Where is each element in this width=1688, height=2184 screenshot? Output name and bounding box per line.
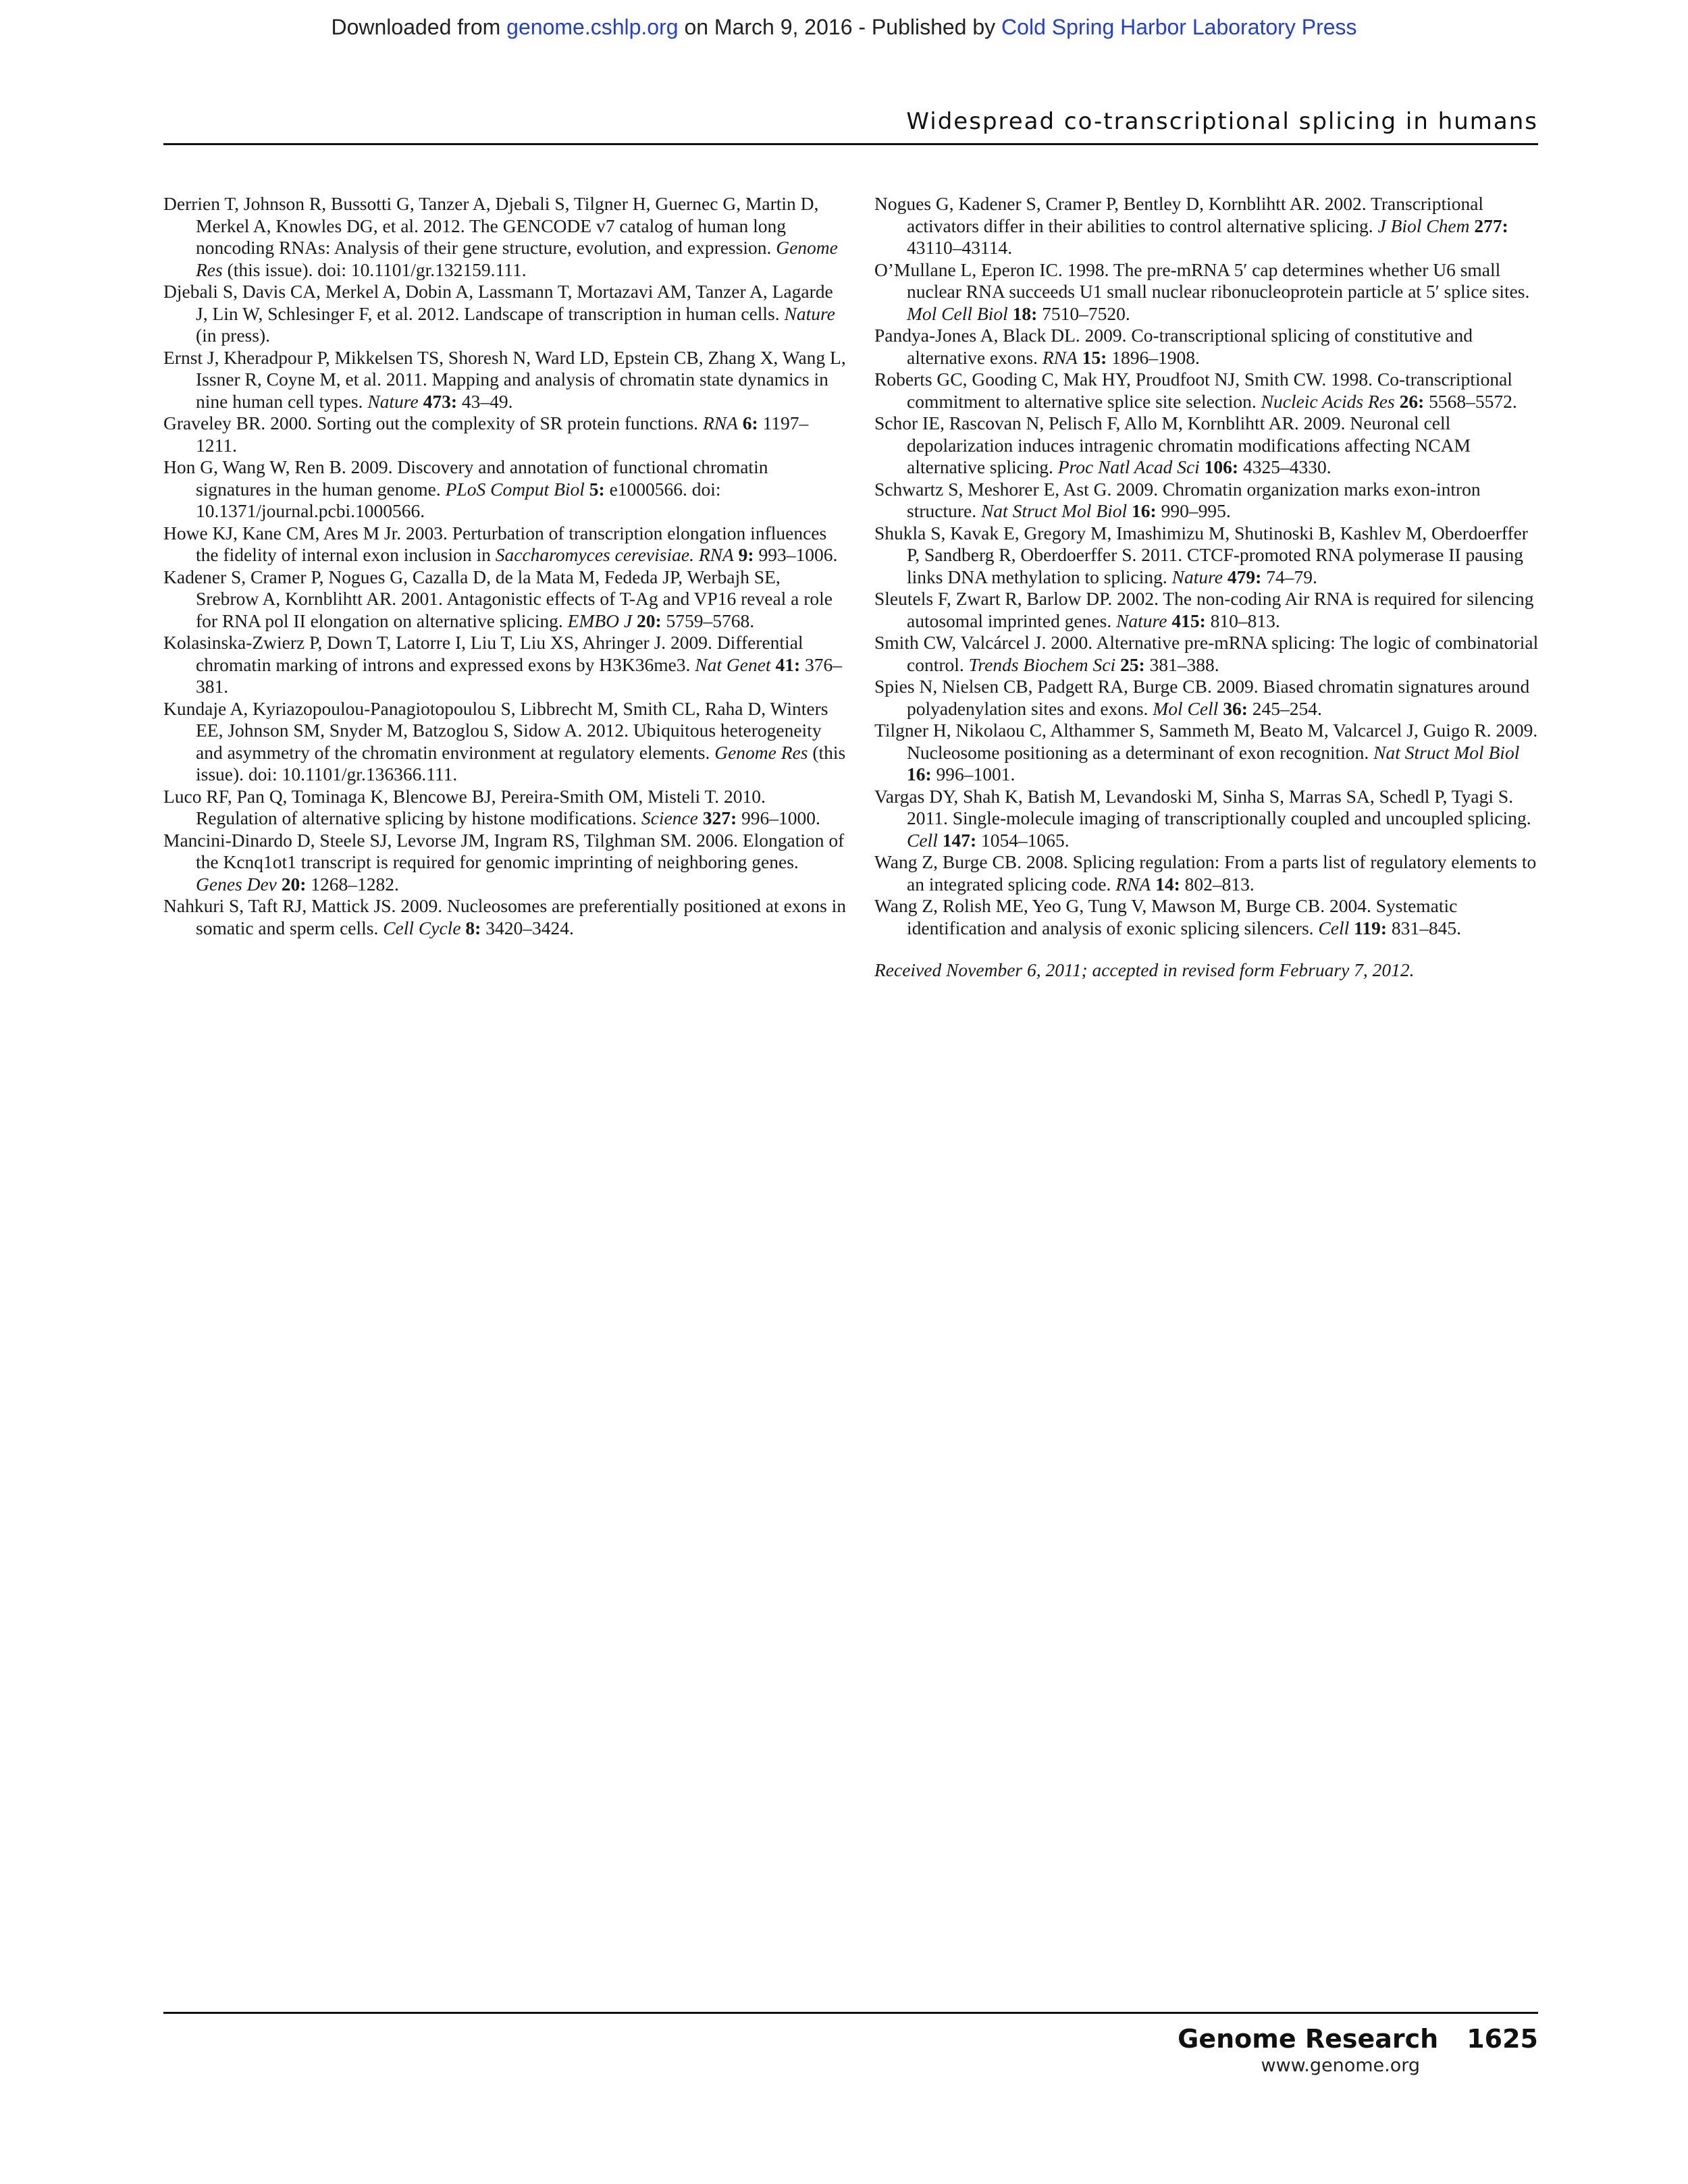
reference-text: Hon G, Wang W, Ren B. 2009. Discovery and annotation of functional chromatin signatures in the human genome.: [163, 456, 768, 500]
reference-journal: Mol Cell Biol: [907, 302, 1008, 324]
reference-volume: 41:: [775, 654, 801, 675]
reference-entry: [163, 786, 847, 830]
reference-text: Smith CW, Valcárcel J. 2000. Alternative pre-mRNA splicing: The logic of combinatorial control.: [874, 632, 1539, 675]
reference-pages: 831–845.: [1387, 917, 1462, 938]
reference-volume: 277:: [1474, 215, 1508, 236]
reference-entry: [874, 193, 1539, 259]
reference-text: Kolasinska-Zwierz P, Down T, Latorre I, Liu T, Liu XS, Ahringer J. 2009. Differential chromatin marking of introns and expressed exons by H3K36me3.: [163, 632, 803, 675]
reference-pages: 990–995.: [1156, 500, 1231, 521]
reference-journal: Cell: [907, 829, 938, 851]
reference-volume: 26:: [1399, 390, 1425, 412]
reference-volume: 147:: [942, 829, 977, 851]
reference-pages: (this issue). doi: 10.1101/gr.132159.111.: [222, 259, 527, 280]
reference-entry: [874, 676, 1539, 720]
reference-journal: Cell: [1318, 917, 1350, 938]
reference-volume: 106:: [1204, 456, 1239, 477]
reference-volume: 9:: [738, 544, 754, 565]
reference-text: Schwartz S, Meshorer E, Ast G. 2009. Chromatin organization marks exon-intron structure.: [874, 478, 1481, 521]
reference-pages: 993–1006.: [754, 544, 838, 565]
reference-entry: [163, 193, 847, 281]
footer-rule: [163, 2012, 1538, 2014]
reference-journal: Cell Cycle: [383, 917, 461, 938]
reference-volume: 473:: [423, 390, 457, 412]
references-right-column: [874, 193, 1539, 982]
reference-volume: 14:: [1155, 873, 1180, 895]
reference-volume: 479:: [1227, 566, 1262, 587]
reference-journal: Mol Cell: [1153, 697, 1219, 719]
reference-pages: 7510–7520.: [1037, 302, 1130, 324]
reference-pages: 74–79.: [1261, 566, 1317, 587]
reference-volume: 16:: [1132, 500, 1157, 521]
reference-journal: Genome Res: [714, 741, 808, 763]
reference-pages: 1054–1065.: [976, 829, 1070, 851]
reference-volume: 20:: [636, 610, 662, 631]
reference-entry: [874, 720, 1539, 786]
publisher-link[interactable]: Cold Spring Harbor Laboratory Press: [1001, 15, 1357, 39]
reference-entry: [163, 566, 847, 633]
reference-journal: Nat Genet: [695, 654, 771, 675]
reference-pages: 381–388.: [1144, 654, 1219, 675]
reference-volume: 16:: [907, 764, 932, 784]
reference-volume: 119:: [1354, 917, 1388, 938]
page-footer: [1178, 2024, 1538, 2076]
received-note: Received November 6, 2011; accepted in revised form February 7, 2012.: [874, 959, 1415, 980]
reference-text: O’Mullane L, Eperon IC. 1998. The pre-mRNA 5′ cap determines whether U6 small nuclear RNA succeeds U1 small nuclear ribonucleoprotein particle at 5′ splice sites.: [874, 259, 1530, 302]
reference-journal: Nucleic Acids Res: [1261, 390, 1395, 412]
reference-volume: 20:: [281, 873, 307, 895]
reference-journal: J Biol Chem: [1377, 215, 1470, 236]
reference-text: Kundaje A, Kyriazopoulou-Panagiotopoulou S, Libbrecht M, Smith CL, Raha D, Winters EE, Johnson SM, Snyder M, Batzoglou S, Sidow A. 2012. Ubiquitous heterogeneity and asymmetry of the chromatin environment at regulatory elements.: [163, 697, 828, 763]
reference-text: Shukla S, Kavak E, Gregory M, Imashimizu M, Shutinoski B, Kashlev M, Oberdoerffer P, Sandberg R, Oberdoerffer S. 2011. CTCF-promoted RNA polymerase II pausing links DNA methylation to splicing.: [874, 522, 1528, 587]
reference-entry: [163, 456, 847, 523]
reference-text: Luco RF, Pan Q, Tominaga K, Blencowe BJ, Pereira-Smith OM, Misteli T. 2010. Regulation of alternative splicing by histone modifications.: [163, 785, 766, 828]
header-rule: [163, 143, 1538, 145]
reference-entry: [874, 851, 1539, 895]
reference-journal: Nature: [784, 302, 835, 324]
reference-pages: 43110–43114.: [907, 237, 1013, 258]
reference-pages: 1268–1282.: [306, 873, 399, 895]
reference-journal: Genes Dev: [196, 873, 277, 895]
download-banner: [0, 15, 1688, 40]
reference-entry: [163, 895, 847, 939]
reference-pages: (in press).: [196, 325, 270, 346]
reference-pages: 802–813.: [1180, 873, 1255, 895]
reference-text: Schor IE, Rascovan N, Pelisch F, Allo M, Kornblihtt AR. 2009. Neuronal cell depolarization induces intragenic chromatin modifications affecting NCAM alternative splicing.: [874, 412, 1471, 477]
reference-pages: 5759–5768.: [661, 610, 755, 631]
reference-entry: [874, 325, 1539, 369]
reference-volume: 18:: [1012, 302, 1038, 324]
footer-journal-name: Genome Research: [1178, 2024, 1439, 2054]
reference-entry: [163, 698, 847, 786]
reference-journal: Nature: [1116, 610, 1167, 631]
reference-text: Nogues G, Kadener S, Cramer P, Bentley D, Kornblihtt AR. 2002. Transcriptional activators differ in their abilities to control alternative splicing.: [874, 193, 1484, 236]
reference-journal: PLoS Comput Biol: [445, 478, 585, 500]
reference-pages: 5568–5572.: [1424, 390, 1517, 412]
reference-pages: 3420–3424.: [481, 917, 574, 938]
running-head: Widespread co-transcriptional splicing in humans: [906, 108, 1538, 135]
reference-text: Derrien T, Johnson R, Bussotti G, Tanzer A, Djebali S, Tilgner H, Guernec G, Martin D, Merkel A, Knowles DG, et al. 2012. The GENCODE v7 catalog of human long noncoding RNAs: Analysis of their gene structure, evolution, and expression.: [163, 193, 819, 258]
reference-text: Spies N, Nielsen CB, Padgett RA, Burge CB. 2009. Biased chromatin signatures around polyadenylation sites and exons.: [874, 676, 1530, 719]
site-link[interactable]: genome.cshlp.org: [506, 15, 679, 39]
reference-pages: 245–254.: [1247, 697, 1322, 719]
reference-journal: EMBO J: [567, 610, 633, 631]
reference-journal: Trends Biochem Sci: [968, 654, 1116, 675]
reference-text: Djebali S, Davis CA, Merkel A, Dobin A, Lassmann T, Mortazavi AM, Tanzer A, Lagarde J, Lin W, Schlesinger F, et al. 2012. Landscape of transcription in human cells.: [163, 281, 833, 324]
reference-journal: Nature: [367, 390, 419, 412]
reference-entry: [163, 281, 847, 347]
reference-text: Roberts GC, Gooding C, Mak HY, Proudfoot NJ, Smith CW. 1998. Co-transcriptional commitment to alternative splice site selection.: [874, 369, 1512, 412]
reference-entry: [163, 632, 847, 698]
reference-volume: 5:: [589, 478, 605, 500]
reference-entry: [874, 786, 1539, 852]
reference-entry: [874, 895, 1539, 939]
reference-journal: RNA: [1042, 346, 1078, 368]
reference-journal: Nat Struct Mol Biol: [1373, 741, 1520, 763]
reference-journal: RNA: [702, 412, 738, 433]
reference-volume: 415:: [1171, 610, 1206, 631]
reference-text: Wang Z, Rolish ME, Yeo G, Tung V, Mawson M, Burge CB. 2004. Systematic identification and analysis of exonic splicing silencers.: [874, 895, 1458, 938]
reference-entry: [874, 479, 1539, 523]
reference-entry: [163, 523, 847, 566]
reference-entry: [874, 369, 1539, 412]
reference-entry: [874, 259, 1539, 325]
reference-entry: [163, 412, 847, 456]
reference-pages: 1896–1908.: [1107, 346, 1200, 368]
reference-text: Tilgner H, Nikolaou C, Althammer S, Sammeth M, Beato M, Valcarcel J, Guigo R. 2009. Nucleosome positioning as a determinant of exon recognition.: [874, 720, 1538, 763]
reference-journal: Nature: [1171, 566, 1223, 587]
reference-journal: Science: [641, 807, 698, 828]
reference-pages: 4325–4330.: [1238, 456, 1331, 477]
reference-entry: [874, 588, 1539, 632]
reference-pages: 376–381.: [196, 654, 842, 697]
reference-volume: 25:: [1119, 654, 1145, 675]
page-number: 1625: [1467, 2024, 1538, 2054]
reference-pages: 810–813.: [1205, 610, 1280, 631]
banner-middle: on March 9, 2016 - Published by: [678, 15, 1002, 39]
reference-pages: 1197–1211.: [196, 412, 809, 456]
reference-entry: [874, 523, 1539, 589]
reference-text: Kadener S, Cramer P, Nogues G, Cazalla D, de la Mata M, Fededa JP, Werbajh SE, Srebrow A, Kornblihtt AR. 2001. Antagonistic effects of T-Ag and VP16 reveal a role for RNA pol II elongation on alternative splicing.: [163, 566, 833, 631]
reference-text: Wang Z, Burge CB. 2008. Splicing regulation: From a parts list of regulatory elements to an integrated splicing code.: [874, 851, 1537, 895]
reference-text: Nahkuri S, Taft RJ, Mattick JS. 2009. Nucleosomes are preferentially positioned at exons in somatic and sperm cells.: [163, 895, 847, 938]
reference-journal: Genome Res: [196, 237, 838, 280]
reference-volume: 327:: [702, 807, 737, 828]
reference-text: Ernst J, Kheradpour P, Mikkelsen TS, Shoresh N, Ward LD, Epstein CB, Zhang X, Wang L, Issner R, Coyne M, et al. 2011. Mapping and analysis of chromatin state dynamics in nine human cell types.: [163, 346, 846, 412]
reference-entry: [163, 830, 847, 896]
reference-entry: [874, 412, 1539, 479]
reference-text: Mancini-Dinardo D, Steele SJ, Levorse JM, Ingram RS, Tilghman SM. 2006. Elongation of the Kcnq1ot1 transcript is required for genomic imprinting of neighboring genes.: [163, 829, 845, 872]
reference-entry: [874, 632, 1539, 676]
references-left-column: [163, 193, 847, 939]
reference-journal: Saccharomyces cerevisiae. RNA: [495, 544, 734, 565]
reference-volume: 8:: [465, 917, 481, 938]
reference-text: Pandya-Jones A, Black DL. 2009. Co-transcriptional splicing of constitutive and alternative exons.: [874, 325, 1473, 368]
footer-url: www.genome.org: [1261, 2055, 1420, 2076]
reference-volume: 36:: [1223, 697, 1248, 719]
reference-text: Vargas DY, Shah K, Batish M, Levandoski M, Sinha S, Marras SA, Schedl P, Tyagi S. 2011. Single-molecule imaging of transcriptionally coupled and uncoupled splicing.: [874, 785, 1531, 828]
reference-journal: Nat Struct Mol Biol: [980, 500, 1128, 521]
reference-volume: 6:: [742, 412, 758, 433]
reference-pages: 996–1001.: [931, 764, 1016, 784]
reference-entry: [163, 347, 847, 413]
reference-pages: 996–1000.: [737, 807, 820, 828]
reference-journal: RNA: [1115, 873, 1151, 895]
banner-prefix: Downloaded from: [331, 15, 507, 39]
reference-text: Howe KJ, Kane CM, Ares M Jr. 2003. Perturbation of transcription elongation influences the fidelity of internal exon inclusion in: [163, 522, 827, 565]
reference-journal: Proc Natl Acad Sci: [1057, 456, 1200, 477]
reference-volume: 15:: [1082, 346, 1107, 368]
reference-pages: 43–49.: [456, 390, 513, 412]
reference-pages: e1000566. doi: 10.1371/journal.pcbi.1000566.: [196, 478, 721, 521]
reference-text: Graveley BR. 2000. Sorting out the complexity of SR protein functions.: [163, 412, 703, 433]
reference-pages: (this issue). doi: 10.1101/gr.136366.111.: [196, 741, 846, 784]
reference-text: Sleutels F, Zwart R, Barlow DP. 2002. The non-coding Air RNA is required for silencing autosomal imprinted genes.: [874, 588, 1534, 631]
